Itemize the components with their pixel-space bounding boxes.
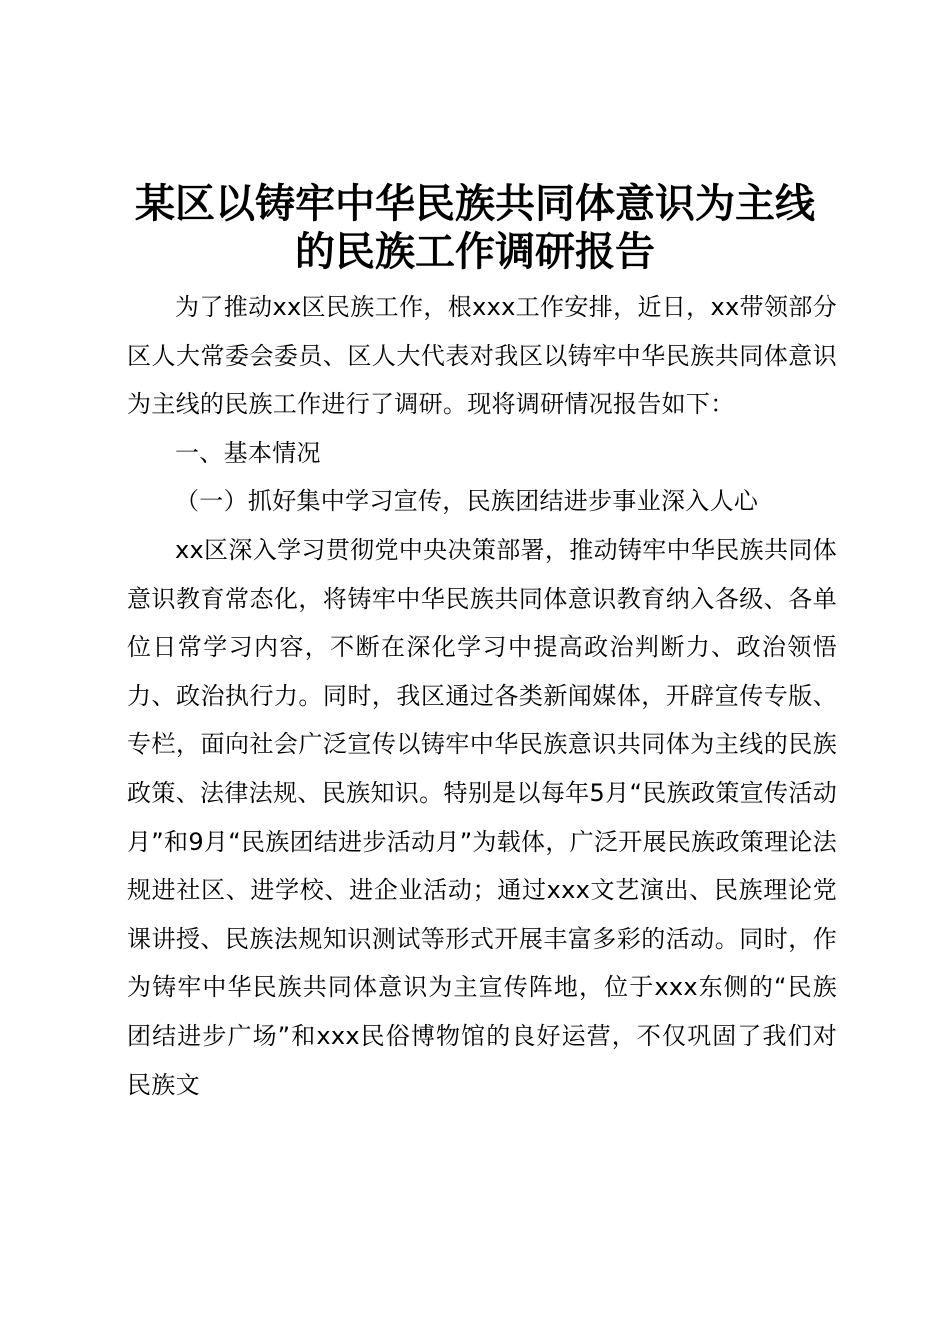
section-heading-basic-situation: 一、基本情况	[175, 438, 321, 467]
title-line-2: 的民族工作调研报告	[295, 228, 655, 275]
intro-paragraph: 为了推动xx区民族工作，根xxx工作安排，近日，xx带领部分区人大常委会委员、区人大代表对我区以铸牢中华民族共同体意识为主线的民族工作进行了调研。现将调研情况报告如下：	[127, 293, 837, 419]
title-line-1: 某区以铸牢中华民族共同体意识为主线	[135, 180, 815, 227]
document-body	[127, 283, 837, 1109]
document-title	[100, 180, 850, 276]
subsection-heading-1: （一）抓好集中学习宣传，民族团结进步事业深入人心	[175, 487, 759, 516]
body-paragraph: xx区深入学习贯彻党中央决策部署，推动铸牢中华民族共同体意识教育常态化，将铸牢中华民族共同体意识教育纳入各级、各单位日常学习内容，不断在深化学习中提高政治判断力、政治领悟力、政治执行力。同时，我区通过各类新闻媒体，开辟宣传专版、专栏，面向社会广泛宣传以铸牢中华民族意识共同体为主线的民族政策、法律法规、民族知识。特别是以每年5月“民族政策宣传活动月”和9月“民族团结进步活动月”为载体，广泛开展民族政策理论法规进社区、进学校、进企业活动；通过xxx文艺演出、民族理论党课讲授、民族法规知识测试等形式开展丰富多彩的活动。同时，作为铸牢中华民族共同体意识为主宣传阵地，位于xxx东侧的“民族团结进步广场”和xxx民俗博物馆的良好运营，不仅巩固了我们对民族文	[127, 535, 837, 1099]
